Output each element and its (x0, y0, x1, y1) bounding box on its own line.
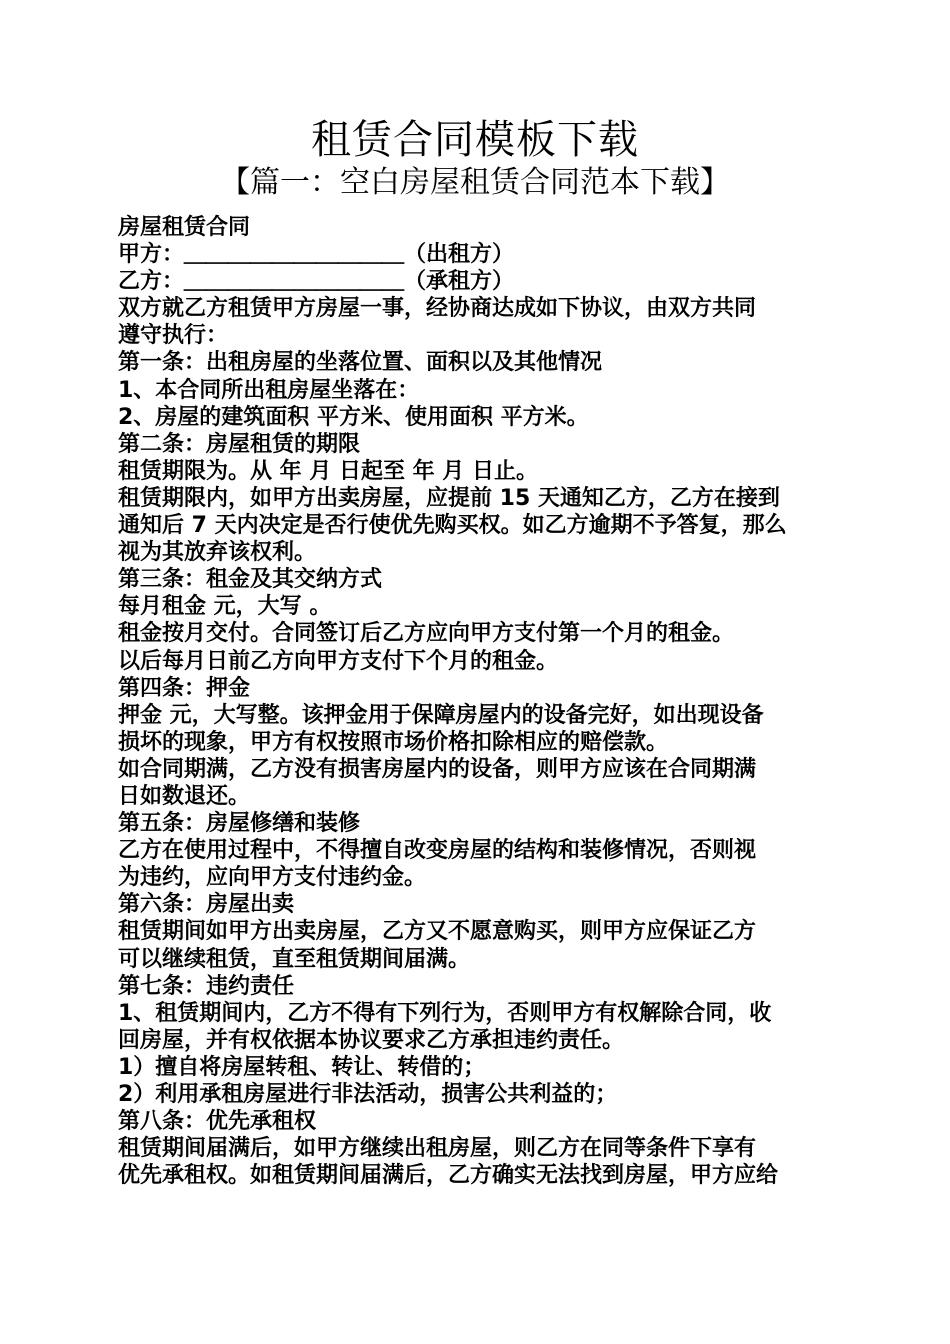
text-line (118, 485, 838, 512)
text-line-content: 如合同期满，乙方没有损害房屋内的设备，则甲方应该在合同期满 (118, 756, 757, 782)
text-line-content: 通知后 7 天内决定是否行使优先购买权。如乙方逾期不予答复，那么 (118, 513, 787, 539)
text-line (118, 864, 838, 891)
text-line (118, 891, 838, 918)
text-line (118, 349, 838, 376)
text-line-content: 第五条：房屋修缮和装修 (118, 811, 361, 837)
text-line-content: 优先承租权。如租赁期间届满后，乙方确实无法找到房屋，甲方应给 (118, 1163, 779, 1189)
text-line (118, 648, 838, 675)
text-line (118, 918, 838, 945)
text-line-content: 1、本合同所出租房屋坐落在： (118, 377, 420, 403)
text-line-content: 1）擅自将房屋转租、转让、转借的； (118, 1054, 486, 1080)
text-line-content: 1、租赁期间内，乙方不得有下列行为，否则甲方有权解除合同，收 (118, 1000, 772, 1026)
text-line (118, 946, 838, 973)
text-line (118, 1000, 838, 1027)
text-line (118, 268, 838, 295)
text-line (118, 539, 838, 566)
text-line-content: 租赁期限内，如甲方出卖房屋，应提前 15 天通知乙方，乙方在接到 (118, 485, 780, 511)
text-line-content: 租金按月交付。合同签订后乙方应向甲方支付第一个月的租金。 (118, 621, 735, 647)
document-body (118, 214, 838, 1189)
text-line-content: 双方就乙方租赁甲方房屋一事，经协商达成如下协议，由双方共同 (118, 296, 757, 322)
text-line (118, 973, 838, 1000)
text-line-content: 第三条：租金及其交纳方式 (118, 567, 383, 593)
text-line (118, 512, 838, 539)
text-line (118, 783, 838, 810)
text-line-content: 乙方在使用过程中，不得擅自改变房屋的结构和装修情况，否则视 (118, 838, 757, 864)
text-line-content: 押金 元，大写整。该押金用于保障房屋内的设备完好，如出现设备 (118, 702, 764, 728)
text-line-content: 房屋租赁合同 (118, 215, 251, 240)
text-line-content: 甲方：＿＿＿＿＿＿＿＿＿＿（出租方） (118, 242, 515, 268)
text-line (118, 675, 838, 702)
text-line-content: 为违约，应向甲方支付违约金。 (118, 865, 427, 891)
text-line (118, 458, 838, 485)
text-line (118, 620, 838, 647)
text-line (118, 810, 838, 837)
text-line (118, 1162, 838, 1189)
text-line (118, 241, 838, 268)
text-line (118, 1054, 838, 1081)
text-line-content: 2）利用承租房屋进行非法活动，损害公共利益的； (118, 1082, 618, 1107)
text-line (118, 837, 838, 864)
text-line-content: 第六条：房屋出卖 (118, 892, 295, 918)
text-line (118, 431, 838, 458)
text-line (118, 295, 838, 322)
text-line (118, 404, 838, 431)
text-line (118, 322, 838, 349)
text-line-content: 视为其放弃该权利。 (118, 540, 317, 566)
text-line-content: 2、房屋的建筑面积 平方米、使用面积 平方米。 (118, 404, 589, 430)
text-line-content: 回房屋，并有权依据本协议要求乙方承担违约责任。 (118, 1027, 625, 1053)
text-line-content: 乙方：＿＿＿＿＿＿＿＿＿＿（承租方） (118, 269, 515, 295)
text-line (118, 1027, 838, 1054)
text-line-content: 第一条：出租房屋的坐落位置、面积以及其他情况 (118, 350, 603, 376)
text-line-content: 租赁期间届满后，如甲方继续出租房屋，则乙方在同等条件下享有 (118, 1136, 757, 1162)
text-line-content: 第四条：押金 (118, 675, 251, 701)
text-line (118, 566, 838, 593)
document-subtitle: 【篇一：空白房屋租赁合同范本下载】 (220, 165, 730, 200)
text-line (118, 593, 838, 620)
text-line-content: 第二条：房屋租赁的期限 (118, 431, 361, 457)
text-line-content: 损坏的现象，甲方有权按照市场价格扣除相应的赔偿款。 (118, 729, 669, 755)
text-line (118, 702, 838, 729)
text-line (118, 1081, 838, 1108)
text-line (118, 1135, 838, 1162)
text-line-content: 租赁期间如甲方出卖房屋，乙方又不愿意购买，则甲方应保证乙方 (118, 919, 757, 945)
text-line-content: 遵守执行： (118, 323, 229, 349)
text-line-content: 以后每月日前乙方向甲方支付下个月的租金。 (118, 648, 559, 674)
text-line (118, 214, 838, 241)
document-title: 租赁合同模板下载 (311, 117, 639, 163)
text-line-content: 日如数退还。 (118, 783, 251, 809)
text-line-content: 租赁期限为。从 年 月 日起至 年 月 日止。 (118, 458, 538, 484)
text-line-content: 每月租金 元，大写 。 (118, 594, 332, 620)
text-line-content: 第七条：违约责任 (118, 973, 295, 999)
text-line-content: 第八条：优先承租权 (118, 1109, 317, 1135)
text-line-content: 可以继续租赁，直至租赁期间届满。 (118, 946, 471, 972)
text-line (118, 1108, 838, 1135)
text-line (118, 377, 838, 404)
text-line (118, 729, 838, 756)
text-line (118, 756, 838, 783)
